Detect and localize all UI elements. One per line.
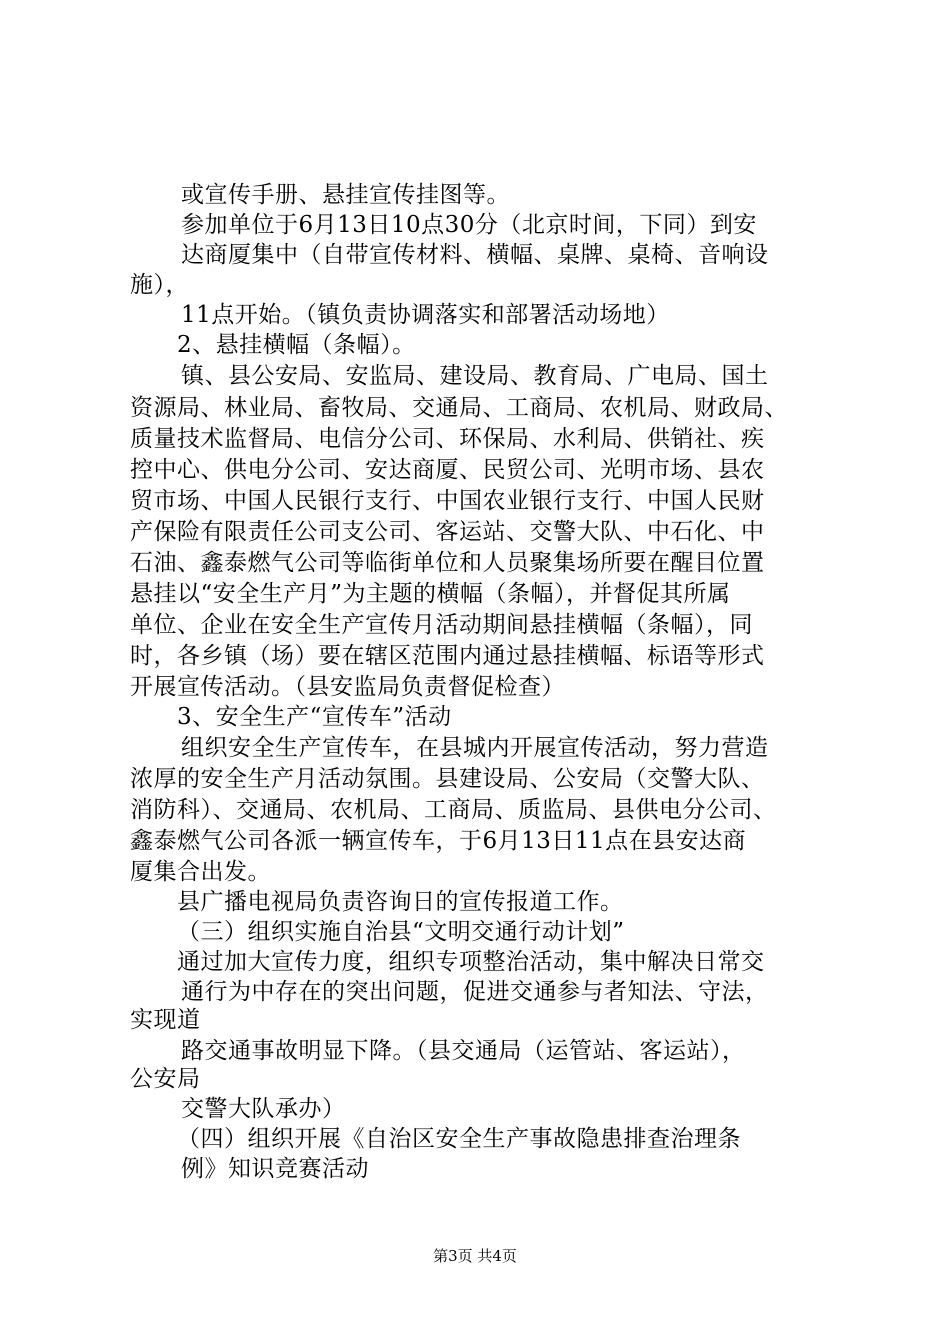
text-line: 2、悬挂横幅（条幅）。 [177,332,416,358]
text-line: 通行为中存在的突出问题，促进交通参与者知法、守法， [181,979,769,1005]
text-line: 达商厦集中（自带宣传材料、横幅、桌牌、桌椅、音响设 [181,242,769,268]
text-line: 浓厚的安全生产月活动氛围。县建设局、公安局（交警大队、 [130,766,765,792]
page-number: 第3页 共4页 [433,1247,517,1265]
text-line: 路交通事故明显下降。（县交通局（运管站、客运站）， [181,1038,746,1064]
text-line: 资源局、林业局、畜牧局、交通局、工商局、农机局、财政局、 [130,395,788,421]
text-line: 开展宣传活动。（县安监局负责督促检查） [130,674,565,700]
text-line: 参加单位于6月13日10点30分（北京时间，下同）到安 [181,212,757,238]
text-line: 3、安全生产“宣传车”活动 [177,704,452,730]
text-line: 悬挂以“安全生产月”为主题的横幅（条幅），并督促其所属 [130,581,731,607]
text-line: 镇、县公安局、安监局、建设局、教育局、广电局、国土 [181,363,769,389]
text-line: 控中心、供电分公司、安达商厦、民贸公司、光明市场、县农 [130,457,765,483]
text-line: 产保险有限责任公司支公司、客运站、交警大队、中石化、中 [130,519,765,545]
text-line: 时，各乡镇（场）要在辖区范围内通过悬挂横幅、标语等形式 [130,643,765,669]
text-line: 质量技术监督局、电信分公司、环保局、水利局、供销社、疾 [130,426,765,452]
text-line: 县广播电视局负责咨询日的宣传报道工作。 [177,889,624,915]
text-line: 公安局 [130,1066,201,1092]
text-line: （四）组织开展《自治区安全生产事故隐患排查治理条 [177,1126,741,1152]
text-line: （三）组织实施自治县“文明交通行动计划” [177,919,625,945]
text-line: 鑫泰燃气公司各派一辆宣传车，于6月13日11点在县安达商 [130,828,747,854]
text-line: 或宣传手册、悬挂宣传挂图等。 [181,182,510,208]
text-line: 组织安全生产宣传车，在县城内开展宣传活动，努力营造 [181,735,769,761]
text-line: 单位、企业在安全生产宣传月活动期间悬挂横幅（条幅），同 [130,612,753,638]
text-line: 例》知识竞赛活动 [181,1156,369,1182]
text-line: 贸市场、中国人民银行支行、中国农业银行支行、中国人民财 [130,488,765,514]
text-line: 施）， [130,272,189,298]
text-line: 交警大队承办） [181,1096,346,1122]
text-line: 厦集合出发。 [130,859,271,885]
text-line: 消防科）、交通局、农机局、工商局、质监局、县供电分公司、 [130,797,777,823]
text-line: 11点开始。（镇负责协调落实和部署活动场地） [181,302,670,328]
text-line: 石油、鑫泰燃气公司等临街单位和人员聚集场所要在醒目位置 [130,550,765,576]
text-line: 通过加大宣传力度，组织专项整治活动，集中解决日常交 [177,949,765,975]
text-line: 实现道 [130,1007,201,1033]
